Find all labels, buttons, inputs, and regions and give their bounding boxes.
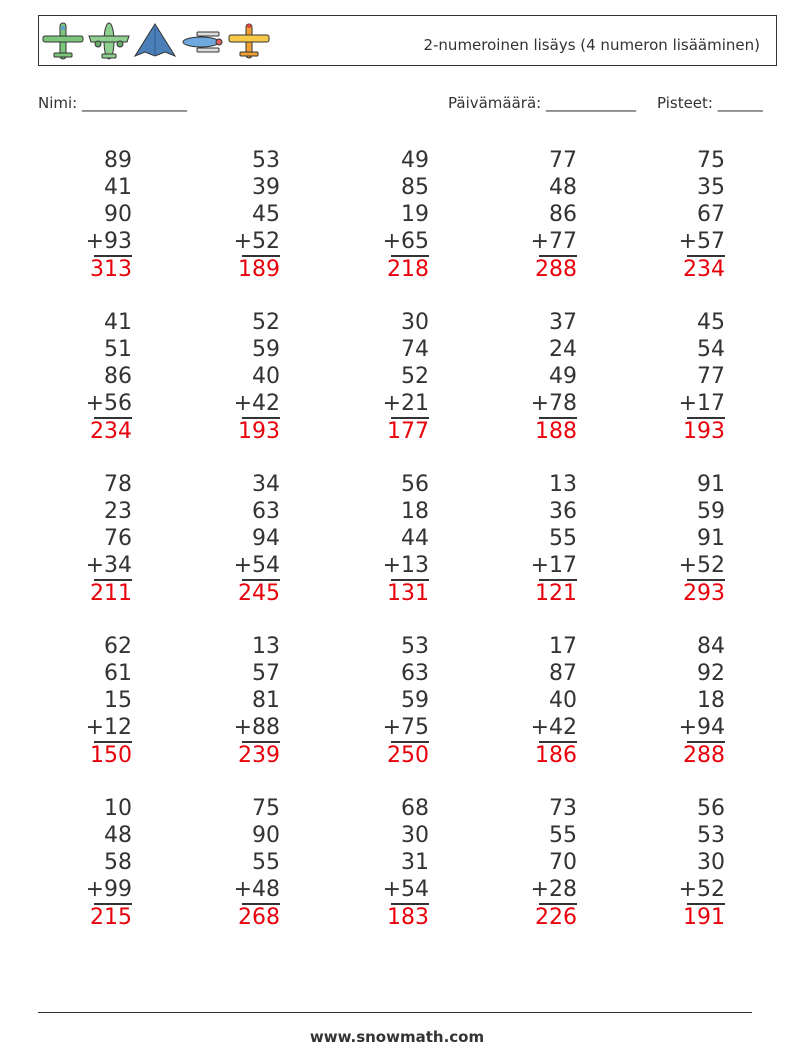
last-addend: +88 — [233, 715, 280, 740]
addend: 41 — [104, 175, 132, 200]
addition-problem — [329, 471, 429, 611]
addend: 92 — [697, 661, 725, 686]
addend: 68 — [401, 796, 429, 821]
answer: 239 — [238, 743, 280, 768]
addend: 13 — [549, 472, 577, 497]
answer: 177 — [387, 419, 429, 444]
last-addend: +17 — [530, 553, 577, 578]
green-plane-icon — [41, 20, 85, 62]
addition-problem — [625, 795, 725, 935]
addition-problem — [625, 471, 725, 611]
addend: 91 — [697, 526, 725, 551]
addend: 37 — [549, 310, 577, 335]
addend: 57 — [252, 661, 280, 686]
last-addend: +77 — [530, 229, 577, 254]
addend: 94 — [252, 526, 280, 551]
addend: 89 — [104, 148, 132, 173]
addition-problem — [625, 147, 725, 287]
addend: 30 — [401, 310, 429, 335]
addend: 15 — [104, 688, 132, 713]
addition-problem — [32, 633, 132, 773]
last-addend: +56 — [85, 391, 132, 416]
green-bomber-icon — [87, 20, 131, 62]
addend: 70 — [549, 850, 577, 875]
answer: 191 — [683, 905, 725, 930]
addend: 53 — [697, 823, 725, 848]
addend: 73 — [549, 796, 577, 821]
addend: 78 — [104, 472, 132, 497]
last-addend: +78 — [530, 391, 577, 416]
name-field: Nimi: ______________ — [38, 94, 187, 112]
addend: 75 — [252, 796, 280, 821]
addend: 49 — [401, 148, 429, 173]
addend: 90 — [104, 202, 132, 227]
last-addend: +54 — [233, 553, 280, 578]
addend: 49 — [549, 364, 577, 389]
last-addend: +12 — [85, 715, 132, 740]
addend: 76 — [104, 526, 132, 551]
addend: 45 — [252, 202, 280, 227]
last-addend: +48 — [233, 877, 280, 902]
addend: 30 — [401, 823, 429, 848]
addition-problem — [180, 795, 280, 935]
addition-problem — [329, 633, 429, 773]
addend: 58 — [104, 850, 132, 875]
addend: 18 — [401, 499, 429, 524]
addend: 55 — [549, 526, 577, 551]
footer-site: www.snowmath.com — [309, 1028, 485, 1046]
addition-problem — [180, 471, 280, 611]
addend: 48 — [549, 175, 577, 200]
addend: 40 — [252, 364, 280, 389]
last-addend: +21 — [382, 391, 429, 416]
last-addend: +13 — [382, 553, 429, 578]
addend: 90 — [252, 823, 280, 848]
addend: 41 — [104, 310, 132, 335]
score-field: Pisteet: ______ — [657, 94, 763, 112]
last-addend: +42 — [233, 391, 280, 416]
addend: 40 — [549, 688, 577, 713]
answer: 150 — [90, 743, 132, 768]
addition-problem — [477, 309, 577, 449]
answer: 193 — [238, 419, 280, 444]
addend: 63 — [252, 499, 280, 524]
addend: 53 — [252, 148, 280, 173]
last-addend: +42 — [530, 715, 577, 740]
addend: 44 — [401, 526, 429, 551]
last-addend: +52 — [678, 553, 725, 578]
addend: 35 — [697, 175, 725, 200]
answer: 189 — [238, 257, 280, 282]
addend: 59 — [401, 688, 429, 713]
last-addend: +54 — [382, 877, 429, 902]
addend: 51 — [104, 337, 132, 362]
last-addend: +65 — [382, 229, 429, 254]
addend: 61 — [104, 661, 132, 686]
addend: 45 — [697, 310, 725, 335]
addition-problem — [329, 309, 429, 449]
addend: 36 — [549, 499, 577, 524]
addition-problem — [477, 147, 577, 287]
addition-problem — [625, 633, 725, 773]
answer: 245 — [238, 581, 280, 606]
blue-biplane-icon — [179, 20, 225, 62]
addition-problem — [180, 633, 280, 773]
last-addend: +52 — [678, 877, 725, 902]
addend: 91 — [697, 472, 725, 497]
addend: 59 — [252, 337, 280, 362]
blue-stealth-jet-icon — [133, 20, 177, 62]
answer: 218 — [387, 257, 429, 282]
answer: 188 — [535, 419, 577, 444]
addend: 55 — [549, 823, 577, 848]
addition-problem — [32, 309, 132, 449]
addend: 86 — [549, 202, 577, 227]
addend: 84 — [697, 634, 725, 659]
orange-plane-icon — [227, 20, 271, 62]
addend: 87 — [549, 661, 577, 686]
last-addend: +28 — [530, 877, 577, 902]
addend: 56 — [401, 472, 429, 497]
addend: 13 — [252, 634, 280, 659]
addend: 34 — [252, 472, 280, 497]
answer: 293 — [683, 581, 725, 606]
addend: 48 — [104, 823, 132, 848]
addend: 30 — [697, 850, 725, 875]
addition-problem — [477, 795, 577, 935]
answer: 183 — [387, 905, 429, 930]
answer: 186 — [535, 743, 577, 768]
addend: 31 — [401, 850, 429, 875]
footer-divider — [38, 1012, 752, 1013]
addition-problem — [180, 309, 280, 449]
last-addend: +52 — [233, 229, 280, 254]
answer: 193 — [683, 419, 725, 444]
addend: 53 — [401, 634, 429, 659]
answer: 313 — [90, 257, 132, 282]
addend: 59 — [697, 499, 725, 524]
addend: 67 — [697, 202, 725, 227]
addition-problem — [180, 147, 280, 287]
addend: 52 — [401, 364, 429, 389]
addend: 77 — [697, 364, 725, 389]
answer: 131 — [387, 581, 429, 606]
addend: 75 — [697, 148, 725, 173]
answer: 234 — [683, 257, 725, 282]
addend: 19 — [401, 202, 429, 227]
addition-problem — [477, 471, 577, 611]
last-addend: +17 — [678, 391, 725, 416]
addition-problem — [32, 471, 132, 611]
last-addend: +94 — [678, 715, 725, 740]
addition-problem — [625, 309, 725, 449]
last-addend: +93 — [85, 229, 132, 254]
addend: 10 — [104, 796, 132, 821]
header-box — [38, 15, 777, 66]
addend: 74 — [401, 337, 429, 362]
date-field: Päivämäärä: ____________ — [448, 94, 636, 112]
answer: 234 — [90, 419, 132, 444]
addend: 23 — [104, 499, 132, 524]
answer: 268 — [238, 905, 280, 930]
addition-problem — [329, 147, 429, 287]
addend: 86 — [104, 364, 132, 389]
last-addend: +57 — [678, 229, 725, 254]
addition-problem — [32, 147, 132, 287]
answer: 250 — [387, 743, 429, 768]
answer: 288 — [683, 743, 725, 768]
addend: 24 — [549, 337, 577, 362]
answer: 215 — [90, 905, 132, 930]
worksheet-title: 2-numeroinen lisäys (4 numeron lisääminen) — [423, 36, 760, 54]
addend: 17 — [549, 634, 577, 659]
addend: 54 — [697, 337, 725, 362]
last-addend: +99 — [85, 877, 132, 902]
addition-problem — [477, 633, 577, 773]
addition-problem — [32, 795, 132, 935]
addend: 52 — [252, 310, 280, 335]
answer: 288 — [535, 257, 577, 282]
answer: 211 — [90, 581, 132, 606]
addend: 39 — [252, 175, 280, 200]
addend: 81 — [252, 688, 280, 713]
last-addend: +34 — [85, 553, 132, 578]
addend: 62 — [104, 634, 132, 659]
answer: 121 — [535, 581, 577, 606]
addend: 77 — [549, 148, 577, 173]
addend: 55 — [252, 850, 280, 875]
addend: 85 — [401, 175, 429, 200]
addend: 63 — [401, 661, 429, 686]
addend: 56 — [697, 796, 725, 821]
last-addend: +75 — [382, 715, 429, 740]
answer: 226 — [535, 905, 577, 930]
addition-problem — [329, 795, 429, 935]
addend: 18 — [697, 688, 725, 713]
